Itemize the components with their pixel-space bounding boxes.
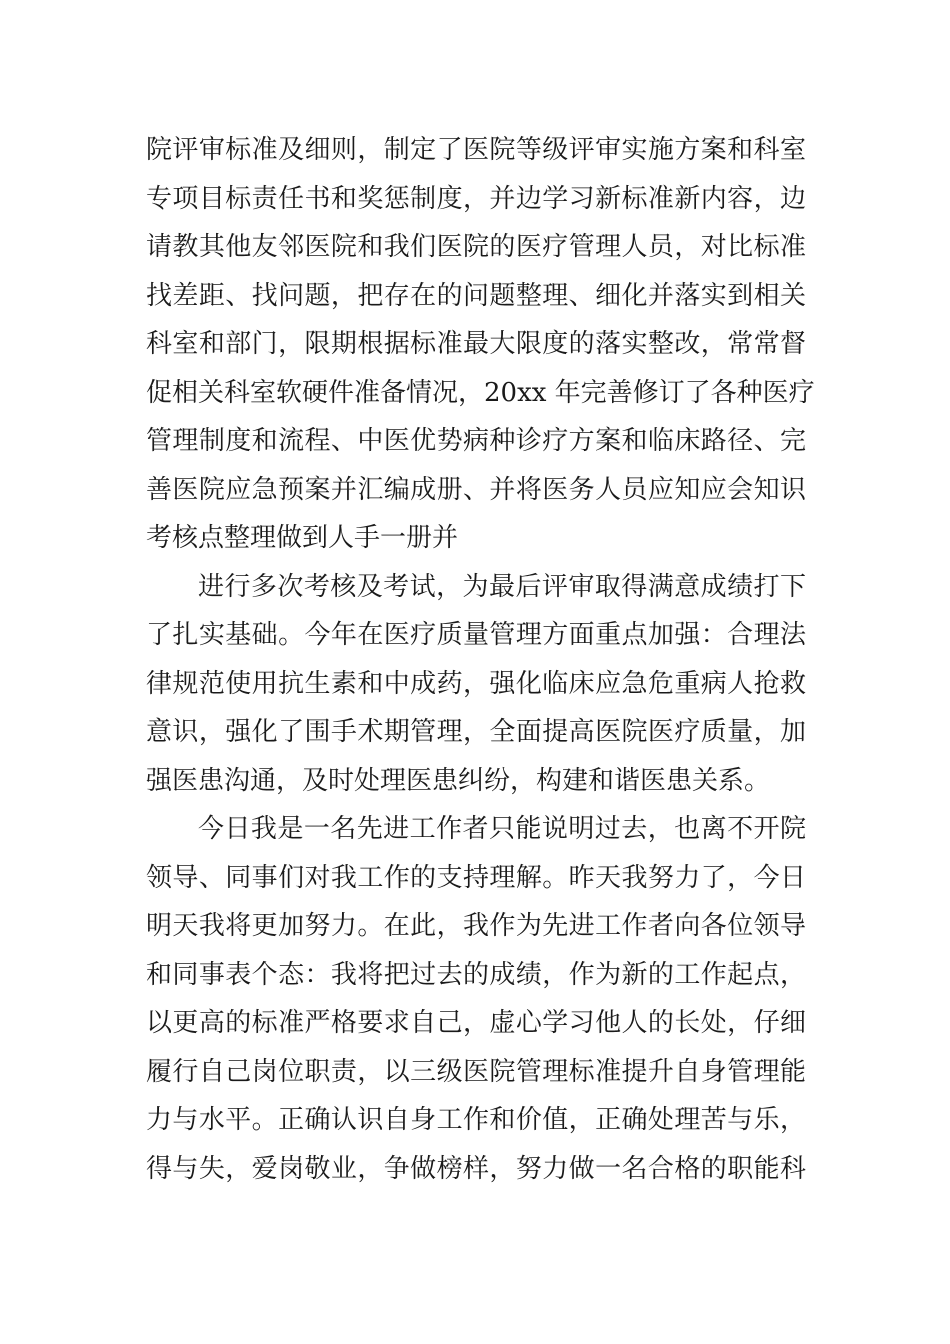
paragraph-3-line-3: 明天我将更加努力。在此，我作为先进工作者向各位领导 [146,911,806,941]
document-body [146,126,815,1193]
paragraph-3-line-2: 领导、同事们对我工作的支持理解。昨天我努力了，今日 [146,862,806,893]
paragraph-1-line-9: 考核点整理做到人手一册并 [146,523,459,553]
paragraph-1-line-5: 科室和部门，限期根据标准最大限度的落实整改，常常督 [146,329,806,359]
paragraph-2-line-4: 意识，强化了围手术期管理，全面提高医院医疗质量，加 [146,717,806,747]
paragraph-2-line-3: 律规范使用抗生素和中成药，强化临床应急危重病人抢救 [146,668,806,699]
paragraph-1-line-2: 专项目标责任书和奖惩制度，并边学习新标准新内容，边 [146,183,806,214]
paragraph-3-line-4: 和同事表个态：我将把过去的成绩，作为新的工作起点， [146,959,806,990]
paragraph-3-line-8: 得与失，爱岗敬业，争做榜样，努力做一名合格的职能科 [146,1153,806,1184]
paragraph-1-line-3: 请教其他友邻医院和我们医院的医疗管理人员，对比标准 [146,232,806,262]
paragraph-3-line-5: 以更高的标准严格要求自己，虚心学习他人的长处，仔细 [146,1008,806,1038]
paragraph-1-line-8: 善医院应急预案并汇编成册、并将医务人员应知应会知识 [146,474,806,505]
paragraph-2-line-5: 强医患沟通，及时处理医患纠纷，构建和谐医患关系。 [146,765,771,796]
paragraph-1-line-1: 院评审标准及细则，制定了医院等级评审实施方案和科室 [146,135,806,165]
paragraph-3-line-1: 今日我是一名先进工作者只能说明过去，也离不开院 [198,814,806,844]
paragraph-3-line-6: 履行自己岗位职责，以三级医院管理标准提升自身管理能 [146,1056,806,1087]
paragraph-1-line-6: 促相关科室软硬件准备情况，20xx 年完善修订了各种医疗 [146,377,815,408]
paragraph-3-line-7: 力与水平。正确认识自身工作和价值，正确处理苦与乐， [146,1105,806,1135]
paragraph-1-line-4: 找差距、找问题，把存在的问题整理、细化并落实到相关 [146,280,806,311]
paragraph-2-line-1: 进行多次考核及考试，为最后评审取得满意成绩打下 [198,571,806,602]
paragraph-2-line-2: 了扎实基础。今年在医疗质量管理方面重点加强：合理法 [146,620,806,650]
paragraph-1-line-7: 管理制度和流程、中医优势病种诊疗方案和临床路径、完 [146,426,806,456]
